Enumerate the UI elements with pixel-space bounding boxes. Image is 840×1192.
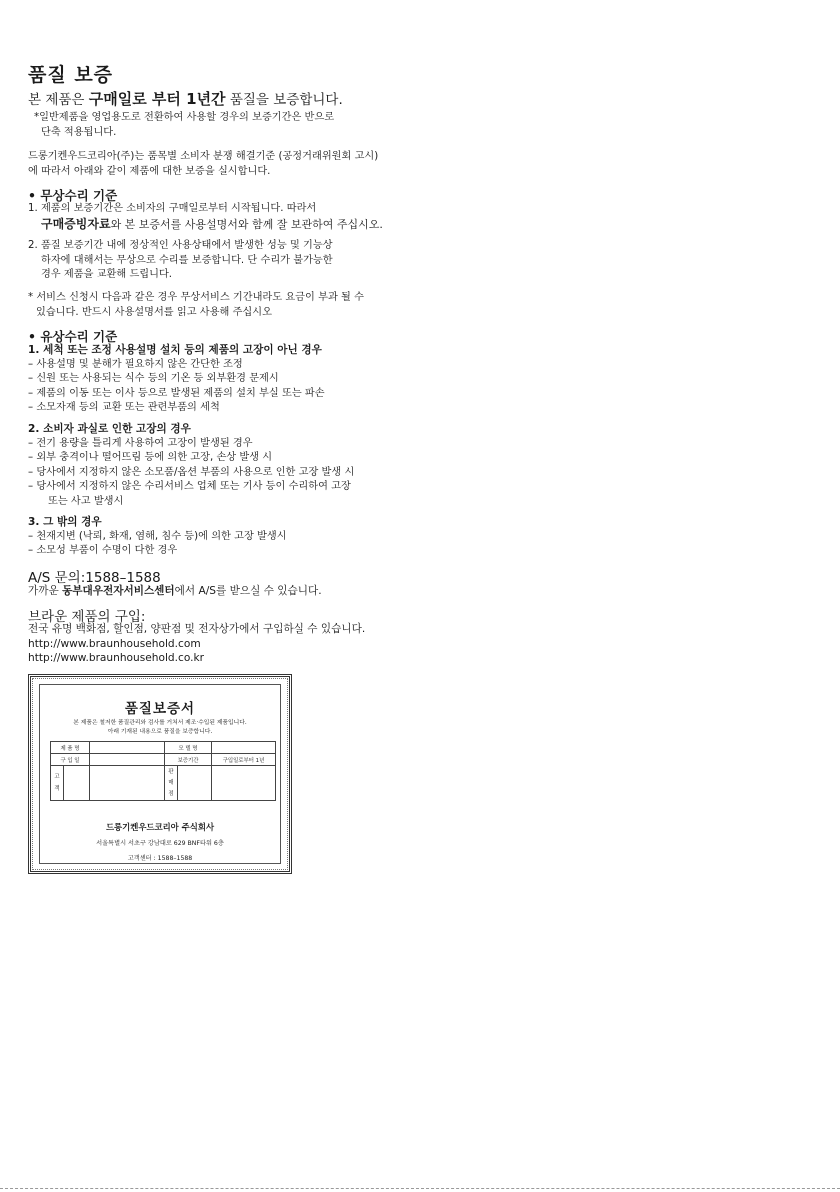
free-repair-heading: • 무상수리 기준 bbox=[28, 188, 118, 203]
list-item: – 소모자재 등의 교환 또는 관련부품의 세척 bbox=[28, 402, 220, 414]
certificate-title: 품질보증서 bbox=[124, 701, 196, 717]
customer-field[interactable] bbox=[90, 766, 165, 801]
cut-line-divider bbox=[0, 1188, 840, 1189]
list-item: – 제품의 이동 또는 이사 등으로 발생된 제품의 설치 부실 또는 파손 bbox=[28, 387, 325, 399]
paid-repair-group-3: 3. 그 밖의 경우 – 천재지변 (낙뢰, 화재, 염해, 침수 등)에 의한 고장 발생시 – 소모성 부품이 수명이 다한 경우 bbox=[28, 515, 287, 559]
table-row: 제 품 명 모 델 명 bbox=[51, 742, 276, 754]
product-name-field[interactable] bbox=[90, 742, 165, 754]
warranty-certificate bbox=[28, 674, 292, 874]
list-item: – 천재지변 (낙뢰, 화재, 염해, 침수 등)에 의한 고장 발생시 bbox=[28, 530, 287, 542]
purchase-heading: 브라운 제품의 구입: bbox=[28, 609, 146, 625]
paid-repair-group-1: 1. 세척 또는 조정 사용설명 설치 등의 제품의 고장이 아닌 경우 – 사용설명 및 분해가 필요하지 않은 간단한 조정 – 신원 또는 사용되는 식수 등의 기온 등 외부환경 문제시 – 제품의 이동 또는 이사 등으로 발생된 제품의 설치 부실 또는 파손 – 소모자재 등의 교환 또는 관련부품의 세척 bbox=[28, 343, 325, 416]
free-repair-item-2: 2. 품질 보증기간 내에 정상적인 사용상태에서 발생한 성능 및 기능상 하자에 대해서는 무상으로 수리를 보증합니다. 단 수리가 불가능한 경우 제품을 교환해 드립니다. bbox=[28, 240, 333, 281]
paid-repair-heading: • 유상수리 기준 bbox=[28, 329, 118, 344]
as-inquiry-heading: A/S 문의:1588–1588 bbox=[28, 570, 161, 586]
purchase-info: 전국 유명 백화점, 할인점, 양판점 및 전자상가에서 구입하실 수 있습니다. http://www.braunhousehold.com http://www.braunhousehold.co.kr bbox=[28, 623, 366, 665]
dispute-standard-note: 드롱기켄우드코리아(주)는 품목별 소비자 분쟁 해결기준 (공정거래위원회 고시) 에 따라서 아래와 같이 제품에 대한 보증을 실시합니다. bbox=[28, 151, 379, 177]
model-name-field[interactable] bbox=[212, 742, 276, 754]
page-title: 품질 보증 bbox=[28, 64, 114, 86]
business-use-note: *일반제품을 영업용도로 전환하여 사용할 경우의 보증기간은 반으로 단축 적용됩니다. bbox=[34, 112, 335, 138]
list-item: – 당사에서 지정하지 않은 수리서비스 업체 또는 기사 등이 수리하여 고장 bbox=[28, 481, 351, 493]
website-link[interactable]: http://www.braunhousehold.co.kr bbox=[28, 652, 204, 665]
as-center-line: 가까운 동부대우전자서비스센터에서 A/S를 받으실 수 있습니다. bbox=[28, 585, 322, 597]
paid-repair-group-2: 2. 소비자 과실로 인한 고장의 경우 – 전기 용량을 틀리게 사용하여 고장이 발생된 경우 – 외부 충격이나 떨어뜨림 등에 의한 고장, 손상 발생 시 – 당사에서 지정하지 않은 소모품/옵션 부품의 사용으로 인한 고장 발생 시 – 당사에서 지정하지 않은 수리서비스 업체 또는 기사 등이 수리하여 고장 또는 사고 발생시 bbox=[28, 423, 355, 507]
certificate-inner-frame bbox=[39, 684, 281, 864]
company-address: 서울특별시 서초구 강남대로 629 BNF타워 6층 bbox=[96, 840, 224, 847]
free-repair-item-1: 1. 제품의 보증기간은 소비자의 구매일로부터 시작됩니다. 따라서 구매증빙자료와 본 보증서를 사용설명서와 함께 잘 보관하여 주십시오. bbox=[28, 203, 383, 231]
list-item: – 소모성 부품이 수명이 다한 경우 bbox=[28, 545, 178, 557]
list-item: – 신원 또는 사용되는 식수 등의 기온 등 외부환경 문제시 bbox=[28, 373, 279, 385]
seller-label: 판 매 점 bbox=[165, 766, 178, 800]
purchase-date-field[interactable] bbox=[90, 754, 165, 766]
call-center: 고객센터 : 1588–1588 bbox=[127, 855, 193, 862]
table-row bbox=[51, 766, 276, 801]
list-item: – 전기 용량을 틀리게 사용하여 고장이 발생된 경우 bbox=[28, 437, 253, 449]
list-item: – 외부 충격이나 떨어뜨림 등에 의한 고장, 손상 발생 시 bbox=[28, 452, 273, 464]
service-center-name: 동부대우전자서비스센터 bbox=[62, 585, 175, 597]
warranty-period-emphasis: 구매일로 부터 1년간 bbox=[88, 90, 226, 108]
company-name: 드롱기켄우드코리아 주식회사 bbox=[105, 822, 215, 832]
list-item: – 당사에서 지정하지 않은 소모품/옵션 부품의 사용으로 인한 고장 발생 시 bbox=[28, 466, 355, 478]
seller-field[interactable] bbox=[212, 766, 276, 801]
service-fee-note: * 서비스 신청시 다음과 같은 경우 무상서비스 기간내라도 요금이 부과 될 수 있습니다. 반드시 사용설명서를 읽고 사용해 주십시오 bbox=[28, 292, 364, 318]
website-link[interactable]: http://www.braunhousehold.com bbox=[28, 637, 201, 650]
customer-label: 고 객 bbox=[51, 766, 64, 800]
certificate-description: 본 제품은 철저한 품질관리와 검사를 거쳐서 제조·수입된 제품입니다. 아래 기재된 내용으로 품질을 보증합니다. bbox=[73, 720, 247, 735]
list-item: – 사용설명 및 분해가 필요하지 않은 간단한 조정 bbox=[28, 358, 243, 370]
certificate-table bbox=[50, 741, 276, 801]
warranty-intro: 본 제품은 구매일로 부터 1년간 품질을 보증합니다. bbox=[28, 90, 343, 108]
table-row: 구 입 일 보증기간 구입일로부터 1년 bbox=[51, 754, 276, 766]
